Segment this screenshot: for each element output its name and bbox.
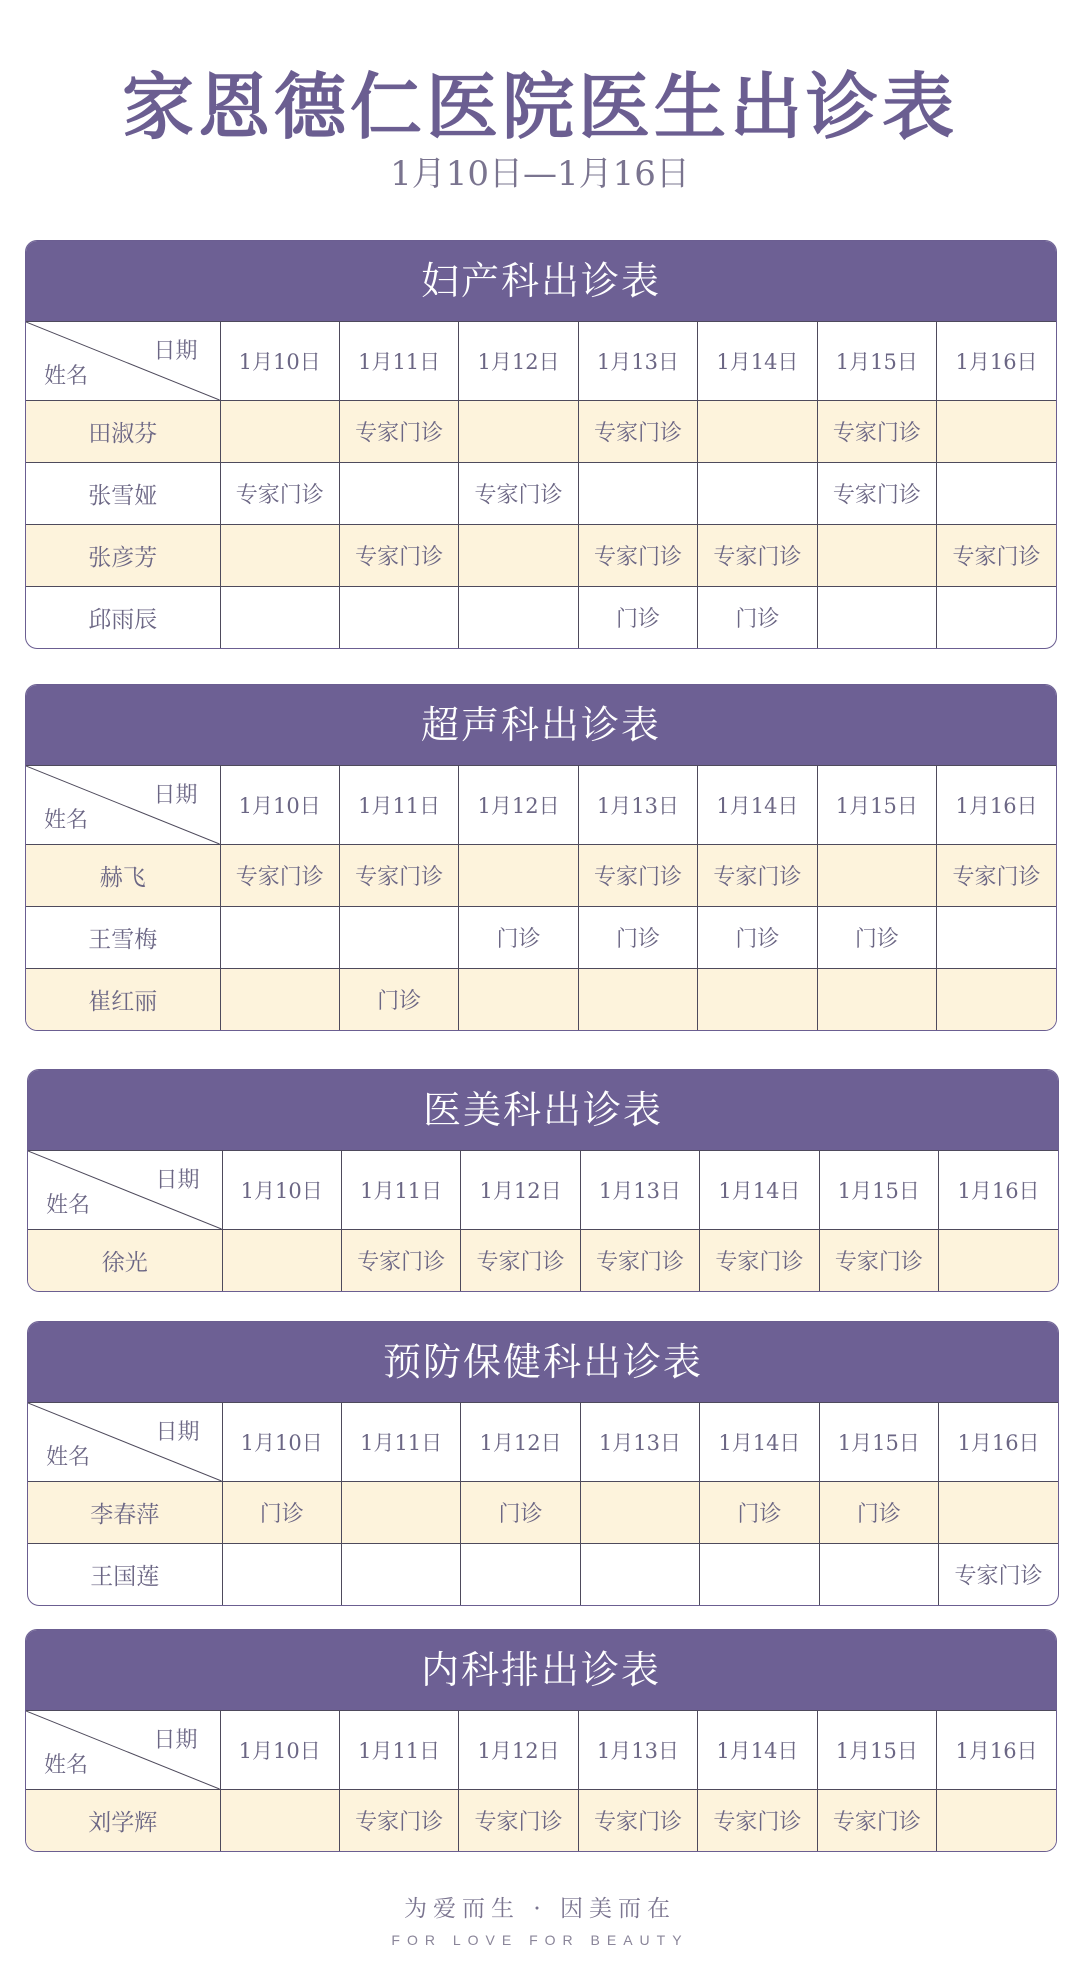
date-header-cell: 1月13日: [578, 322, 697, 401]
schedule-cell: 专家门诊: [939, 1544, 1058, 1606]
schedule-cell: 门诊: [698, 907, 817, 969]
schedule-cell: [222, 1544, 341, 1606]
date-header-cell: 1月14日: [700, 1403, 819, 1482]
corner-cell: [26, 1711, 220, 1790]
doctor-name: 崔红丽: [26, 969, 220, 1031]
schedule-table: [28, 1150, 1058, 1291]
schedule-cell: [698, 463, 817, 525]
doctor-row: [26, 969, 1056, 1031]
corner-date-label: 日期: [155, 1419, 200, 1444]
schedule-cell: 专家门诊: [578, 845, 697, 907]
doctor-name: 张雪娅: [26, 463, 220, 525]
corner-name-label: 姓名: [46, 1444, 91, 1469]
schedule-cell: [939, 1230, 1058, 1292]
schedule-cell: 专家门诊: [937, 845, 1056, 907]
schedule-cell: [817, 969, 936, 1031]
schedule-cell: [339, 907, 458, 969]
schedule-cell: [461, 1544, 580, 1606]
corner-name-label: 姓名: [44, 807, 89, 832]
corner-date-label: 日期: [153, 338, 198, 363]
date-header-cell: 1月13日: [578, 766, 697, 845]
schedule-cell: [937, 463, 1056, 525]
schedule-cell: 专家门诊: [339, 525, 458, 587]
date-header-cell: 1月15日: [817, 1711, 936, 1790]
schedule-cell: 专家门诊: [578, 525, 697, 587]
doctor-name: 王国莲: [28, 1544, 222, 1606]
date-header-cell: 1月15日: [819, 1151, 938, 1230]
schedule-cell: [341, 1482, 460, 1544]
schedule-cell: [339, 587, 458, 649]
corner-cell: [26, 322, 220, 401]
schedule-section-4: [27, 1321, 1059, 1606]
schedule-cell: [698, 401, 817, 463]
date-header-cell: 1月12日: [459, 766, 578, 845]
schedule-cell: 专家门诊: [578, 401, 697, 463]
date-header-row: [28, 1403, 1058, 1482]
section-title: 内科排出诊表: [26, 1630, 1056, 1710]
schedule-section-5: [25, 1629, 1057, 1852]
corner-name-label: 姓名: [44, 1752, 89, 1777]
schedule-cell: 门诊: [578, 587, 697, 649]
schedule-cell: 门诊: [339, 969, 458, 1031]
date-header-cell: 1月11日: [341, 1151, 460, 1230]
schedule-section-2: [25, 684, 1057, 1031]
date-header-cell: 1月16日: [937, 1711, 1056, 1790]
schedule-cell: 专家门诊: [698, 1790, 817, 1852]
doctor-name: 邱雨辰: [26, 587, 220, 649]
schedule-cell: [580, 1482, 699, 1544]
schedule-cell: [817, 587, 936, 649]
schedule-cell: [937, 401, 1056, 463]
doctor-name: 张彦芳: [26, 525, 220, 587]
date-header-cell: 1月12日: [459, 1711, 578, 1790]
schedule-cell: 专家门诊: [339, 1790, 458, 1852]
schedule-cell: 门诊: [459, 907, 578, 969]
schedule-cell: [459, 587, 578, 649]
date-header-cell: 1月14日: [700, 1151, 819, 1230]
section-title: 超声科出诊表: [26, 685, 1056, 765]
schedule-cell: 专家门诊: [459, 1790, 578, 1852]
doctor-row: [26, 845, 1056, 907]
corner-date-label: 日期: [153, 782, 198, 807]
doctor-row: [26, 1790, 1056, 1852]
schedule-cell: [220, 907, 339, 969]
date-header-cell: 1月10日: [220, 1711, 339, 1790]
schedule-cell: [220, 969, 339, 1031]
section-title: 预防保健科出诊表: [28, 1322, 1058, 1402]
schedule-section-3: [27, 1069, 1059, 1292]
date-header-cell: 1月13日: [580, 1151, 699, 1230]
doctor-row: [26, 587, 1056, 649]
schedule-cell: [578, 463, 697, 525]
doctor-name: 刘学辉: [26, 1790, 220, 1852]
schedule-cell: 门诊: [819, 1482, 938, 1544]
date-header-cell: 1月15日: [817, 322, 936, 401]
schedule-cell: 专家门诊: [341, 1230, 460, 1292]
schedule-cell: 专家门诊: [817, 401, 936, 463]
schedule-cell: 专家门诊: [339, 401, 458, 463]
doctor-name: 田淑芬: [26, 401, 220, 463]
date-header-cell: 1月10日: [220, 322, 339, 401]
schedule-cell: [578, 969, 697, 1031]
schedule-cell: [937, 587, 1056, 649]
schedule-cell: 专家门诊: [817, 463, 936, 525]
schedule-cell: 门诊: [578, 907, 697, 969]
date-header-cell: 1月12日: [459, 322, 578, 401]
date-header-cell: 1月15日: [817, 766, 936, 845]
date-header-cell: 1月16日: [937, 766, 1056, 845]
doctor-name: 赫飞: [26, 845, 220, 907]
corner-date-label: 日期: [153, 1727, 198, 1752]
schedule-section-1: [25, 240, 1057, 649]
date-header-cell: 1月11日: [339, 1711, 458, 1790]
footer-slogan-en: FOR LOVE FOR BEAUTY: [391, 1932, 689, 1948]
schedule-cell: [937, 1790, 1056, 1852]
schedule-table: [28, 1402, 1058, 1605]
date-header-cell: 1月10日: [222, 1151, 341, 1230]
corner-cell: [28, 1403, 222, 1482]
schedule-cell: [220, 401, 339, 463]
corner-date-label: 日期: [155, 1167, 200, 1192]
schedule-table: [26, 765, 1056, 1030]
date-header-row: [26, 1711, 1056, 1790]
schedule-cell: 门诊: [817, 907, 936, 969]
schedule-cell: 专家门诊: [220, 463, 339, 525]
schedule-cell: [459, 525, 578, 587]
schedule-cell: 专家门诊: [220, 845, 339, 907]
date-header-cell: 1月16日: [939, 1151, 1058, 1230]
section-title: 医美科出诊表: [28, 1070, 1058, 1150]
schedule-cell: [459, 969, 578, 1031]
date-header-cell: 1月16日: [939, 1403, 1058, 1482]
schedule-cell: 专家门诊: [817, 1790, 936, 1852]
date-header-cell: 1月13日: [580, 1403, 699, 1482]
schedule-cell: [700, 1544, 819, 1606]
doctor-row: [28, 1482, 1058, 1544]
schedule-cell: 门诊: [700, 1482, 819, 1544]
schedule-cell: 专家门诊: [578, 1790, 697, 1852]
schedule-cell: [222, 1230, 341, 1292]
date-header-cell: 1月10日: [220, 766, 339, 845]
schedule-cell: [939, 1482, 1058, 1544]
corner-cell: [26, 766, 220, 845]
schedule-cell: [220, 587, 339, 649]
date-header-cell: 1月14日: [698, 766, 817, 845]
page-title: 家恩德仁医院医生出诊表: [121, 65, 958, 149]
date-header-cell: 1月14日: [698, 1711, 817, 1790]
schedule-cell: [341, 1544, 460, 1606]
date-header-cell: 1月12日: [461, 1151, 580, 1230]
schedule-cell: [817, 845, 936, 907]
schedule-cell: 专家门诊: [698, 525, 817, 587]
date-header-cell: 1月11日: [339, 322, 458, 401]
doctor-name: 徐光: [28, 1230, 222, 1292]
date-header-row: [26, 766, 1056, 845]
date-range: 1月10日—1月16日: [390, 154, 690, 194]
doctor-row: [28, 1544, 1058, 1606]
doctor-row: [26, 907, 1056, 969]
doctor-name: 李春萍: [28, 1482, 222, 1544]
schedule-cell: 专家门诊: [459, 463, 578, 525]
schedule-cell: 门诊: [698, 587, 817, 649]
schedule-cell: 专家门诊: [700, 1230, 819, 1292]
doctor-row: [28, 1230, 1058, 1292]
date-header-row: [28, 1151, 1058, 1230]
date-header-cell: 1月13日: [578, 1711, 697, 1790]
schedule-cell: [339, 463, 458, 525]
schedule-table: [26, 321, 1056, 648]
date-header-cell: 1月16日: [937, 322, 1056, 401]
schedule-cell: [937, 907, 1056, 969]
doctor-row: [26, 525, 1056, 587]
schedule-cell: [819, 1544, 938, 1606]
schedule-cell: [698, 969, 817, 1031]
doctor-row: [26, 401, 1056, 463]
schedule-cell: 专家门诊: [339, 845, 458, 907]
schedule-cell: [817, 525, 936, 587]
schedule-cell: [937, 969, 1056, 1031]
schedule-cell: 门诊: [222, 1482, 341, 1544]
section-title: 妇产科出诊表: [26, 241, 1056, 321]
schedule-cell: [459, 845, 578, 907]
date-header-cell: 1月10日: [222, 1403, 341, 1482]
date-header-cell: 1月12日: [461, 1403, 580, 1482]
doctor-name: 王雪梅: [26, 907, 220, 969]
corner-cell: [28, 1151, 222, 1230]
schedule-cell: 门诊: [461, 1482, 580, 1544]
footer-slogan-cn: 为爱而生 · 因美而在: [404, 1896, 676, 1922]
date-header-row: [26, 322, 1056, 401]
schedule-cell: [459, 401, 578, 463]
corner-name-label: 姓名: [44, 363, 89, 388]
schedule-cell: 专家门诊: [819, 1230, 938, 1292]
date-header-cell: 1月11日: [341, 1403, 460, 1482]
schedule-cell: [220, 1790, 339, 1852]
corner-name-label: 姓名: [46, 1192, 91, 1217]
schedule-cell: 专家门诊: [937, 525, 1056, 587]
schedule-cell: 专家门诊: [698, 845, 817, 907]
date-header-cell: 1月15日: [819, 1403, 938, 1482]
date-header-cell: 1月14日: [698, 322, 817, 401]
date-header-cell: 1月11日: [339, 766, 458, 845]
schedule-cell: 专家门诊: [461, 1230, 580, 1292]
schedule-cell: [220, 525, 339, 587]
schedule-table: [26, 1710, 1056, 1851]
schedule-cell: [580, 1544, 699, 1606]
doctor-row: [26, 463, 1056, 525]
schedule-cell: 专家门诊: [580, 1230, 699, 1292]
